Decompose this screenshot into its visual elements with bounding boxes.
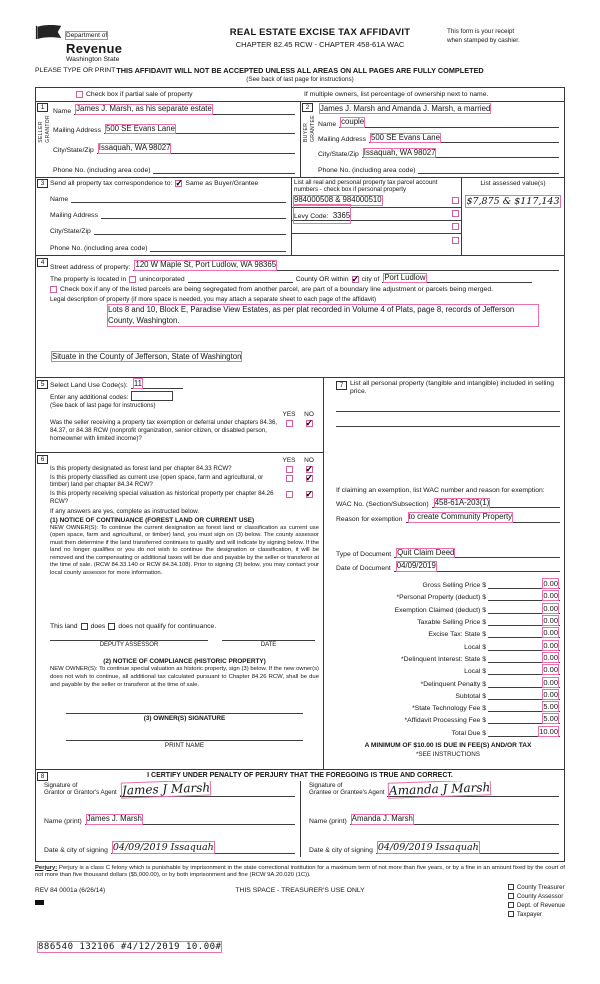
buyer-grantee-box [300,102,564,177]
section3-number: 3 [37,179,48,188]
fee-value[interactable]: 0.00 [543,689,558,699]
grantee-signature[interactable]: Amanda J Marsh [389,780,491,798]
section5-number: 5 [37,380,48,389]
deputy-date-label: DATE [260,642,277,649]
grantor-signature-input[interactable] [120,782,295,797]
grantor-date-city-label: Date & city of signing [44,846,108,854]
notice-compliance-body: NEW OWNER(S): To continue special valuation as historic property, sign (3) below. If the new owner(s) does not wish to continue, all additional tax calculated pursuant to Chapter 84.26 RCW, shall be due and payable by the seller or transferor at the time of sale. [50,666,319,688]
copy-county-treasurer-label: County Treasurer [516,883,565,891]
buyer-address-input[interactable] [369,134,559,144]
wac-input[interactable] [432,499,560,509]
corr-city-state-zip-input[interactable] [94,234,286,235]
fee-value[interactable]: 0.00 [543,591,558,601]
exemption-note: If claiming an exemption, list WAC number and reason for exemption: [336,486,545,494]
print-registration-mark [35,900,44,905]
fee-value[interactable]: 0.00 [543,603,558,613]
grantor-name-print-label: Name (print) [44,817,82,825]
seller-address-label: Mailing Address [53,127,101,135]
grantee-date-city-label: Date & city of signing [309,846,373,854]
fee-row-excise-tax-state: Excise Tax: State $ 0.00 [428,628,558,639]
buyer-name-value-line1[interactable]: James J. Marsh and Amanda J. Marsh, a married [320,103,491,113]
certify-statement: I CERTIFY UNDER PENALTY OF PERJURY THAT THE FOREGOING IS TRUE AND CORRECT. [147,771,453,779]
rev-form-number: REV 84 0001a (6/26/14) [35,886,106,894]
personal-property-line-2[interactable] [336,416,560,427]
deputy-date-line[interactable] [222,640,315,648]
copy-county-treasurer-checkbox[interactable] [508,884,514,890]
street-address-label: Street address of property: [50,263,131,271]
corr-phone-input[interactable] [150,251,286,252]
form-chapter: CHAPTER 82.45 RCW - CHAPTER 458-61A WAC [235,40,405,49]
corr-address-label: Mailing Address [50,212,98,220]
does-not-label: does not qualify for continuance. [118,623,217,631]
yes-header-2: YES [282,456,296,464]
assessed-values-header: List assessed value(s) [480,179,546,187]
unincorporated-label: unincorporated [139,276,185,284]
copy-dept-revenue-label: Dept. of Revenue [516,901,565,909]
document-date-input[interactable] [394,562,560,572]
buyer-section-number: 2 [302,103,313,112]
please-type-or-print: PLEASE TYPE OR PRINT [35,66,116,74]
additional-codes-label: Enter any additional codes: [50,394,129,402]
personal-property-line-1[interactable] [336,401,560,412]
reason-value[interactable]: to create Community Property [408,512,513,522]
corr-phone-label: Phone No. (including area code) [50,244,148,252]
grantor-name-input[interactable] [85,815,295,825]
q5-no-checkbox[interactable] [306,420,313,427]
personal-property-header: List all personal property (tangible and intangible) included in selling price. [350,379,555,396]
multiple-owners-note: If multiple owners, list percentage of ownership next to name. [304,90,489,98]
fee-value[interactable]: 5.00 [543,714,558,724]
q2-no-checkbox[interactable] [306,475,313,482]
seller-grantor-box [36,102,300,177]
buyer-city-state-zip-value[interactable]: Issaquah, WA 98027 [363,147,436,157]
seller-name-input[interactable] [74,105,295,115]
q1-yes-checkbox[interactable] [286,466,293,473]
tax-computation-box [323,378,564,769]
same-as-buyer-checkbox[interactable] [175,180,182,187]
grantee-name-print-label: Name (print) [309,817,347,825]
form-title: REAL ESTATE EXCISE TAX AFFIDAVIT [229,27,411,38]
document-date-value[interactable]: 04/09/2019 [396,561,436,571]
grantee-signature-input[interactable] [387,782,559,797]
buyer-phone-input[interactable] [418,173,559,174]
fee-row-total-due: Total Due $ 10.00 [451,726,558,737]
fee-value[interactable]: 0.00 [543,677,558,687]
q3-yes-checkbox[interactable] [286,491,293,498]
washington-state-label: Washington State [66,55,120,63]
situate-line: Situate in the County of Jefferson, State of Washington [52,351,242,361]
distribution-copies-list [508,884,565,920]
see-instructions-star: *SEE INSTRUCTIONS [415,750,481,758]
parcel-numbers-box [291,178,461,255]
buyer-name-value-line2[interactable]: couple [341,117,365,127]
city-of-checkbox[interactable] [352,276,359,283]
document-type-input[interactable] [394,549,560,559]
fee-row-state-technology-fee: *State Technology Fee $ 5.00 [412,702,558,713]
copy-taxpayer-checkbox[interactable] [508,911,514,917]
levy-code-label: Levy Code: [294,212,329,220]
minimum-due-note: A MINIMUM OF $10.00 IS DUE IN FEE(S) AND/OR TAX [364,741,532,749]
document-type-label: Type of Document [336,551,392,559]
seller-address-value[interactable]: 500 SE Evans Lane [105,123,175,133]
personal-property-checkbox-3[interactable] [452,223,459,230]
fee-row-delinquent-penalty: *Delinquent Penalty $ 0.00 [420,677,558,688]
owners-signature-line[interactable] [66,713,303,722]
fee-row-delinquent-interest-local: Local $ 0.00 [464,665,558,676]
seller-name-value[interactable]: James J. Marsh, as his separate estate [76,104,212,114]
street-address-value[interactable]: 120 W Maple St, Port Ludlow, WA 98365 [135,260,277,270]
does-label: does [90,623,106,631]
land-qualify-label: This land [50,623,78,631]
fee-row-subtotal: Subtotal $ 0.00 [455,689,558,700]
legal-description-value[interactable]: Lots 8 and 10, Block E, Paradise View Estates, as per plat recorded in Volume 4 of Plats, page 8, records of Jefferson County, Washington. [108,305,538,326]
document-type-value[interactable]: Quit Claim Deed [397,547,455,557]
grantor-signature-label: Signature of Grantor or Grantor's Agent [44,781,117,797]
wac-label: WAC No. (Section/Subsection) [336,501,429,509]
q5-yes-checkbox[interactable] [286,420,293,427]
if-any-yes-note: If any answers are yes, complete as instructed below. [50,507,200,515]
reason-label: Reason for exemption [336,515,403,523]
buyer-grantee-side-label: BUYER GRANTEE [303,114,316,142]
buyer-address-value[interactable]: 500 SE Evans Lane [370,132,440,142]
notice-compliance-title: (2) NOTICE OF COMPLIANCE (HISTORIC PROPERTY) [103,658,266,666]
seller-city-state-zip-label: City/State/Zip [53,146,94,154]
q3-no-checkbox[interactable] [306,491,313,498]
forest-land-question: Is this property designated as forest land per chapter 84.33 RCW? [50,464,232,472]
fee-value[interactable]: 10.00 [539,726,558,736]
does-checkbox[interactable] [81,623,88,630]
grantee-name-input[interactable] [350,815,559,825]
seller-exemption-question: Was the seller receiving a property tax exemption or deferral under chapters 84.36, 84.37, or 84.38 RCW (nonprofit organization, senior citizen, or disabled person, homeowner with limited income)? [50,419,278,442]
copy-county-assessor-label: County Assessor [516,892,564,900]
fee-value[interactable]: 0.00 [543,640,558,650]
buyer-name-label: Name [318,120,337,128]
notice-continuance-title: (1) NOTICE OF CONTINUANCE (FOREST LAND OR CURRENT USE) [50,516,255,524]
designation-box [36,452,323,769]
seller-name-label: Name [53,107,72,115]
partial-sale-checkbox[interactable] [76,91,83,98]
fee-row-affidavit-processing-fee: *Affidavit Processing Fee $ 5.00 [404,714,558,725]
same-as-buyer-label: Same as Buyer/Grantee [185,179,259,187]
land-use-box [36,378,323,452]
fee-row-taxable-selling-price: Taxable Selling Price $ 0.00 [417,616,558,627]
seller-city-state-zip-input[interactable] [97,144,295,154]
corr-address-input[interactable] [101,218,286,219]
certification-box [36,769,564,861]
section4-number: 4 [37,258,48,267]
fee-row-delinquent-interest-state: *Delinquent Interest: State $ 0.00 [400,652,558,663]
copy-taxpayer-label: Taxpayer [516,910,542,918]
seller-city-state-zip-value[interactable]: Issaquah, WA 98027 [98,143,171,153]
treasurers-use-label: THIS SPACE - TREASURER'S USE ONLY [235,886,365,894]
fee-row-gross-selling-price: Gross Selling Price $ 0.00 [422,579,558,590]
fee-value[interactable]: 0.00 [543,616,558,626]
receipt-note: This form is your receipt when stamped by cashier. [447,28,520,44]
copy-dept-revenue-checkbox[interactable] [508,902,514,908]
reason-input[interactable] [406,513,561,523]
grantee-name-value[interactable]: Amanda J. Marsh [351,814,413,824]
tax-correspondence-label: Send all property tax correspondence to: [50,179,173,187]
buyer-city-state-zip-label: City/State/Zip [318,151,359,159]
buyer-address-label: Mailing Address [318,136,366,144]
seller-section-number: 1 [37,103,48,112]
unincorporated-checkbox[interactable] [129,276,136,283]
grantee-date-city-input[interactable] [376,842,559,854]
see-back-note-top: (See back of last page for instructions) [246,75,354,83]
owners-signature-label: (3) OWNER(S) SIGNATURE [143,715,226,723]
notice-continuance-body: NEW OWNER(S): To continue the current designation as forest land or classification as current use (open space, farm and agricultural, or timber) land, you must sign on (3) below. The county assessor must then determine if the land transferred continues to qualify and will indicate by signing below. If the land no longer qualifies or you do not wish to continue the designation or classification, it will be removed and the compensating or additional taxes will be due and payable by the seller or transferor at the time of sale. (RCW 84.33.140 or RCW 84.34.108). Prior to signing (3) below, you may contact your local county assessor for more information. [50,524,319,576]
revenue-label: Revenue [66,41,123,56]
buyer-phone-label: Phone No. (including area code) [318,166,416,174]
assessed-values-box [461,178,564,255]
segregated-label: Check box if any of the listed parcels are being segregated from another parcel, are part of a boundary line adjustment or parcels being merged. [60,286,493,294]
acceptance-warning: THIS AFFIDAVIT WILL NOT BE ACCEPTED UNLESS ALL AREAS ON ALL PAGES ARE FULLY COMPLETED [116,65,484,75]
wac-value[interactable]: 458-61A-203(1) [434,497,490,507]
city-name-value[interactable]: Port Ludlow [384,272,426,282]
print-name-line[interactable] [66,740,303,749]
additional-codes-input[interactable] [131,391,173,401]
seller-grantor-side-label: SELLER GRANTOR [38,114,51,143]
land-use-code-label: Select Land Use Code(s): [50,382,128,390]
segregated-checkbox[interactable] [50,286,57,293]
personal-property-checkbox-1[interactable] [452,197,459,204]
no-header: NO [304,411,314,419]
seller-phone-input[interactable] [153,173,295,174]
dor-flag-icon [35,24,63,40]
land-use-code-input[interactable] [131,380,183,390]
seller-address-input[interactable] [104,125,295,135]
document-date-label: Date of Document [336,564,391,572]
grantor-signature[interactable]: James J Marsh [121,780,211,798]
corr-name-input[interactable] [71,202,286,203]
personal-property-checkbox-4[interactable] [452,237,459,244]
cashier-stamp: 886540 132106 #4/12/2019 10.00# [38,942,222,952]
corr-city-state-zip-label: City/State/Zip [50,228,91,236]
fee-value[interactable]: 0.00 [543,628,558,638]
q2-yes-checkbox[interactable] [286,475,293,482]
dept-of-label: Department of [66,32,108,39]
fee-value[interactable]: 0.00 [543,579,558,589]
deputy-assessor-label: DEPUTY ASSESSOR [99,642,159,649]
current-use-question: Is this property classified as current use (open space, farm and agricultural, or timber) land per chapter 84.34 RCW? [50,473,264,489]
parcel-numbers-value[interactable]: 984000508 & 984000510 [294,195,382,205]
fee-value[interactable]: 0.00 [543,652,558,662]
buyer-name-input[interactable] [339,118,559,128]
print-name-label: PRINT NAME [164,742,205,750]
section8-number: 8 [37,772,48,781]
legal-description-label: Legal description of property (if more space is needed, you may attach a separate sheet to each page of the affidavit) [50,296,377,304]
assessed-values-value[interactable]: $7,875 & $117,143 [466,195,560,207]
grantee-signature-label: Signature of Grantee or Grantee's Agent [309,781,385,797]
does-not-checkbox[interactable] [108,623,115,630]
fee-row-excise-tax-local: Local $ 0.00 [464,640,558,651]
county-name-input[interactable] [188,274,293,283]
city-name-input[interactable] [382,274,532,284]
corr-name-label: Name [50,195,69,203]
q1-no-checkbox[interactable] [306,466,313,473]
levy-code-value[interactable]: 3365 [332,210,351,220]
fee-row-exemption-claimed: Exemption Claimed (deduct) $ 0.00 [394,603,558,614]
personal-property-checkbox-2[interactable] [452,210,459,217]
fee-row-personal-property-deduct: *Personal Property (deduct) $ 0.00 [396,591,558,602]
partial-sale-label: Check box if partial sale of property [86,90,193,98]
grantor-date-city-input[interactable] [111,842,295,854]
grantor-date-city-value[interactable]: 04/09/2019 Issaquah [112,841,214,853]
fee-value[interactable]: 5.00 [543,702,558,712]
buyer-city-state-zip-input[interactable] [362,149,559,159]
copy-county-assessor-checkbox[interactable] [508,893,514,899]
street-address-input[interactable] [133,261,559,271]
located-in-label: The property is located in [50,276,127,284]
no-header-2: NO [304,456,314,464]
grantee-date-city-value[interactable]: 04/09/2019 Issaquah [377,841,479,853]
yes-header: YES [282,411,296,419]
tax-correspondence-box [36,178,291,255]
county-or-within-label: County OR within [295,276,349,284]
grantor-name-value[interactable]: James J. Marsh [86,814,142,824]
deputy-assessor-signature-line[interactable] [50,640,208,648]
section6-number: 6 [37,455,48,464]
fee-value[interactable]: 0.00 [543,665,558,675]
land-use-code-value[interactable]: 11 [133,378,142,388]
see-back-note: (See back of last page for instructions) [50,402,156,410]
city-of-label: city of [361,276,380,284]
section7-number: 7 [336,381,347,390]
historic-property-question: Is this property receiving special valuation as historical property per chapter 84.26 RCW? [50,490,274,505]
parcel-numbers-header: List all real and personal property tax parcel account numbers - check box if personal property [294,178,438,194]
property-location-box [36,255,564,377]
seller-phone-label: Phone No. (including area code) [53,166,151,174]
perjury-statement: Perjury: Perjury is a class C felony which is punishable by imprisonment in the state correctional institution for a maximum term of not more than five years, or by a fine in an amount fixed by the court of not more than five thousand dollars ($5,000.00), or by both imprisonment and fine (RCW 9A.20.020 (1C)). [35,864,566,879]
